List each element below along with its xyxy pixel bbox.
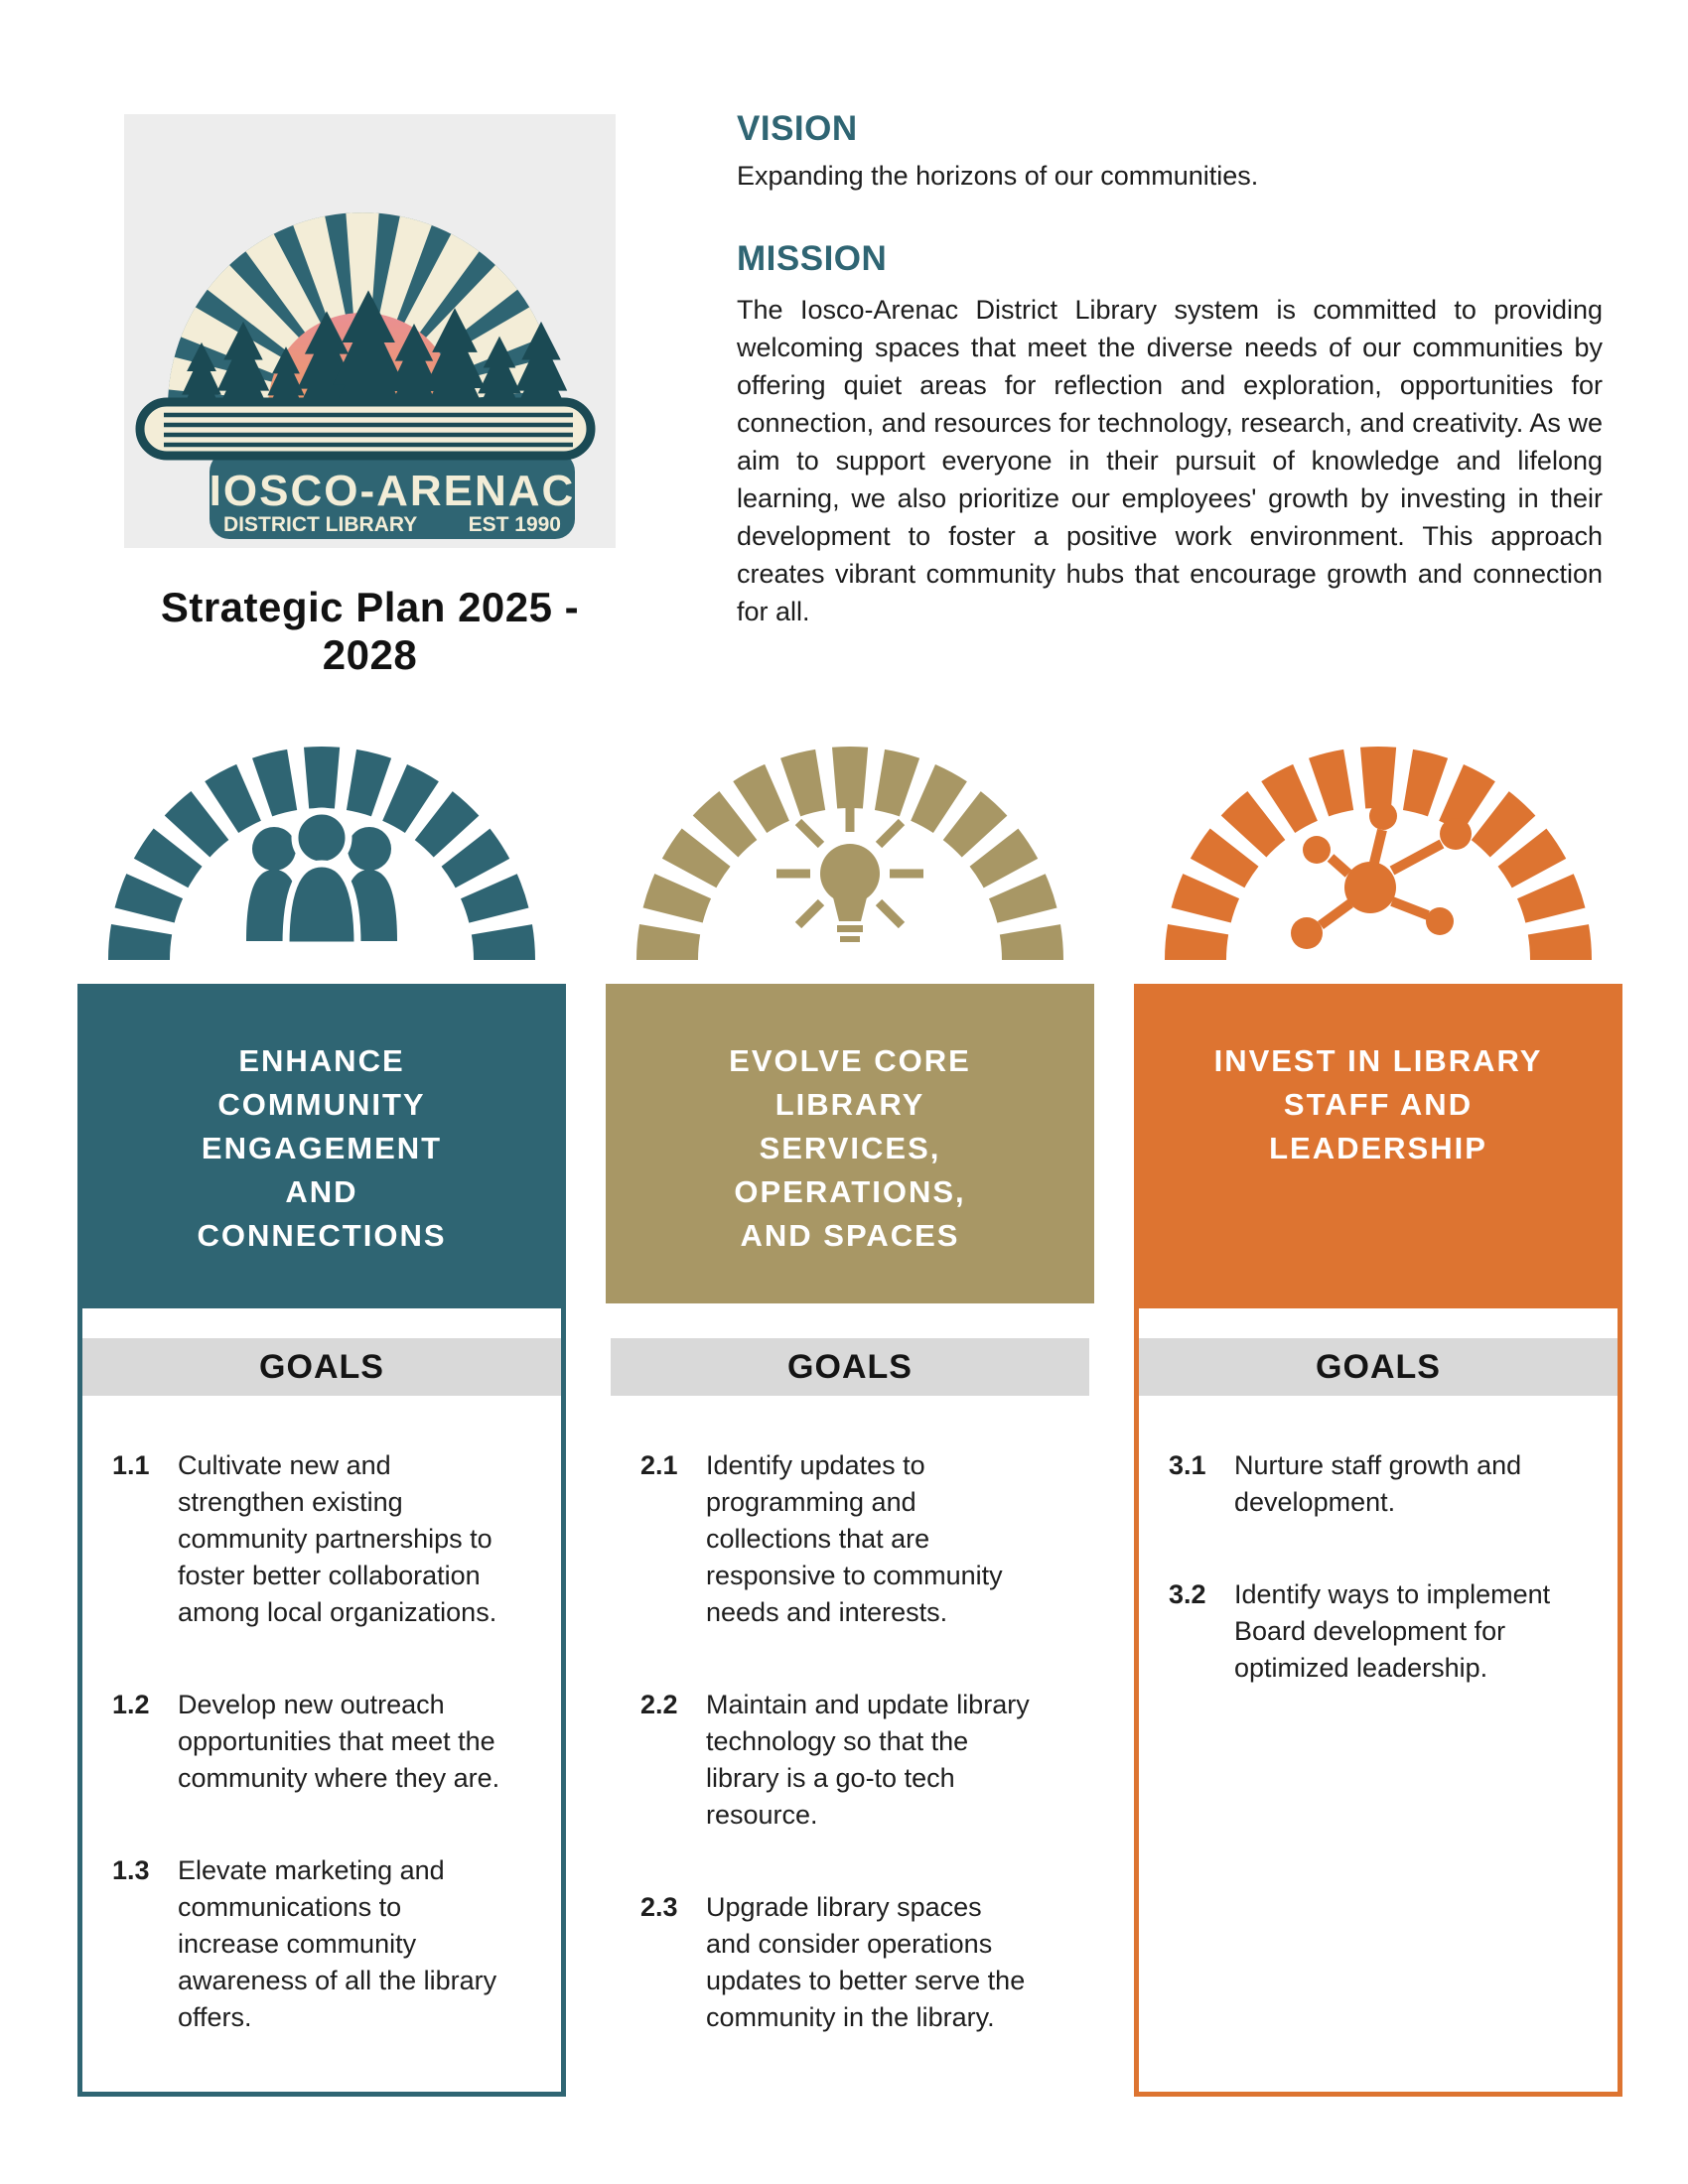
- vision-text: Expanding the horizons of our communities.: [737, 161, 1259, 191]
- pillar-title: ENHANCE COMMUNITY ENGAGEMENT AND CONNECTIONS: [77, 984, 566, 1303]
- goals-header: GOALS: [82, 1338, 561, 1396]
- goal-list: [1139, 1396, 1618, 1687]
- plan-title: Strategic Plan 2025 - 2028: [160, 584, 580, 678]
- goal-text: Elevate marketing and communications to increase community awareness of all the library offers.: [178, 1855, 497, 2032]
- sunburst-book-logo: [124, 114, 616, 548]
- dashed-arch: [632, 747, 1068, 960]
- mission-heading: MISSION: [737, 239, 888, 278]
- mission-text: The Iosco-Arenac District Library system is committed to providing welcoming spaces that meet the diverse needs of our communities by offering quiet areas for reflection and exploration, opportunities for connection, and resources for technology, research, and creativity. As we aim to support everyone in their pursuit of knowledge and lifelong learning, we also prioritize our employees' growth by investing in their development to foster a positive work environment. This approach creates vibrant community hubs that encourage growth and connection for all.: [737, 295, 1603, 626]
- goal-text: Identify ways to implement Board development for optimized leadership.: [1234, 1579, 1551, 1683]
- goal-item: [1139, 1447, 1618, 1521]
- pillar-community-engagement: [77, 747, 566, 2097]
- pillar-title: INVEST IN LIBRARY STAFF AND LEADERSHIP: [1134, 984, 1622, 1303]
- goal-number: 3.2: [1169, 1579, 1206, 1609]
- goal-item: [82, 1447, 561, 1631]
- goals-panel: [606, 1303, 1094, 2097]
- goal-number: 2.3: [640, 1892, 678, 1922]
- goal-item: [82, 1852, 561, 2036]
- pillar-core-services: [606, 747, 1094, 2097]
- logo-name: IOSCO-ARENAC: [209, 467, 576, 515]
- strategic-pillars: [77, 747, 1622, 2097]
- goal-text: Maintain and update library technology so that the library is a go-to tech resource.: [706, 1690, 1030, 1830]
- dashed-arch: [103, 747, 540, 960]
- vision-mission-section: [737, 109, 1603, 630]
- goal-item: [611, 1889, 1089, 2036]
- network-icon: [1291, 802, 1472, 949]
- goal-number: 1.2: [112, 1690, 150, 1719]
- library-logo: [124, 114, 616, 548]
- pillar-staff-leadership: [1134, 747, 1622, 2097]
- goals-header: GOALS: [611, 1338, 1089, 1396]
- goal-list: [82, 1396, 561, 2036]
- goals-panel: [77, 1303, 566, 2097]
- vision-heading: VISION: [737, 109, 858, 148]
- book: [140, 402, 591, 456]
- goals-header: GOALS: [1139, 1338, 1618, 1396]
- goal-number: 1.1: [112, 1450, 150, 1480]
- goals-panel: [1134, 1303, 1622, 2097]
- goal-list: [611, 1396, 1089, 2036]
- goal-number: 1.3: [112, 1855, 150, 1885]
- people-group-icon: [246, 811, 397, 945]
- goal-text: Identify updates to programming and collections that are responsive to community needs and interests.: [706, 1450, 1003, 1627]
- goal-item: [1139, 1576, 1618, 1687]
- goal-item: [82, 1687, 561, 1797]
- goal-number: 3.1: [1169, 1450, 1206, 1480]
- goal-item: [611, 1447, 1089, 1631]
- goal-text: Cultivate new and strengthen existing community partnerships to foster better collaboration among local organizations.: [178, 1450, 497, 1627]
- goal-number: 2.2: [640, 1690, 678, 1719]
- dashed-arch: [1160, 747, 1597, 960]
- lightbulb-icon: [776, 798, 923, 942]
- goal-text: Develop new outreach opportunities that meet the community where they are.: [178, 1690, 500, 1793]
- goal-text: Nurture staff growth and development.: [1234, 1450, 1522, 1517]
- goal-item: [611, 1687, 1089, 1834]
- logo-est: EST 1990: [468, 513, 561, 536]
- pillar-title: EVOLVE CORE LIBRARY SERVICES, OPERATIONS, AND SPACES: [606, 984, 1094, 1303]
- goal-number: 2.1: [640, 1450, 678, 1480]
- goal-text: Upgrade library spaces and consider operations updates to better serve the community in the library.: [706, 1892, 1026, 2032]
- logo-subtitle: DISTRICT LIBRARY: [223, 513, 418, 536]
